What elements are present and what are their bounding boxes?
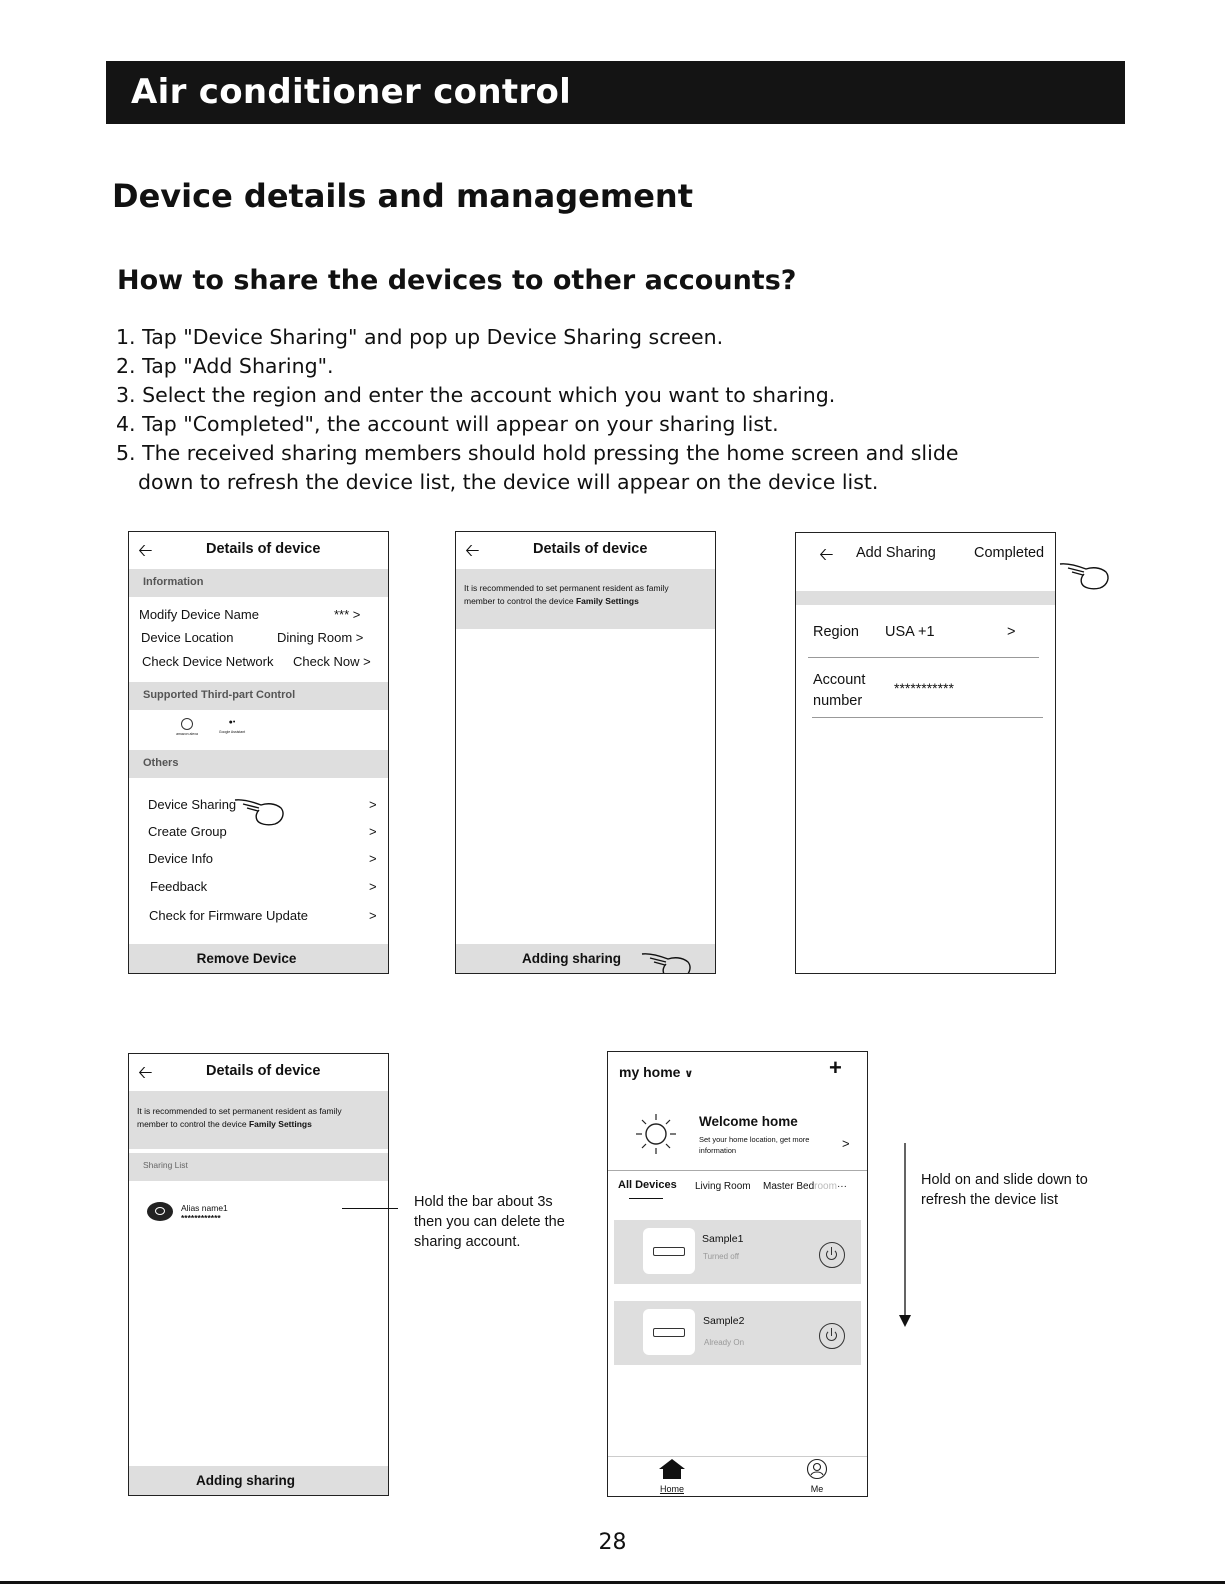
nav-home[interactable]: Home	[652, 1458, 692, 1494]
screen-details-of-device	[128, 531, 389, 974]
pointing-hand-icon	[1058, 560, 1110, 592]
remove-device-button[interactable]: Remove Device	[196, 951, 297, 966]
check-firmware-chevron: >	[369, 908, 377, 923]
add-device-button[interactable]: +	[829, 1055, 842, 1080]
completed-button[interactable]: Completed	[974, 545, 1045, 561]
power-icon[interactable]	[819, 1323, 845, 1349]
device-status: Turned off	[703, 1252, 740, 1261]
device-card-sample1[interactable]	[614, 1220, 861, 1284]
air-conditioner-icon	[643, 1309, 695, 1355]
step-4: 4. Tap "Completed", the account will appear on your sharing list.	[116, 412, 779, 436]
third-party-section-label: Supported Third-part Control	[143, 689, 296, 701]
sharing-list-label: Sharing List	[143, 1160, 188, 1170]
nav-me[interactable]: Me	[801, 1458, 833, 1494]
add-sharing-title: Add Sharing	[856, 545, 936, 561]
device-status: Already On	[704, 1338, 745, 1347]
create-group-item[interactable]: Create Group	[148, 824, 227, 839]
slide-down-note: Hold on and slide down to refresh the device list	[921, 1172, 1088, 1208]
amazon-alexa-logo[interactable]: amazon alexa	[169, 718, 205, 736]
welcome-subtitle: Set your home location, get more information	[699, 1135, 810, 1155]
account-number-input[interactable]: ***********	[894, 680, 954, 696]
check-firmware-update-item[interactable]: Check for Firmware Update	[149, 908, 308, 923]
account-divider	[812, 717, 1043, 718]
region-divider	[808, 657, 1039, 658]
step-2: 2. Tap "Add Sharing".	[116, 354, 334, 378]
device-location-row[interactable]: Device Location	[141, 630, 234, 645]
check-device-network-row[interactable]: Check Device Network	[142, 654, 274, 669]
device-card-sample2[interactable]	[614, 1301, 861, 1365]
nav-divider	[608, 1456, 867, 1457]
device-location-value: Dining Room >	[277, 630, 364, 645]
adding-sharing-button[interactable]: Adding sharing	[196, 1473, 295, 1488]
create-group-chevron: >	[369, 824, 377, 839]
steps-list	[116, 323, 958, 497]
hold-bar-note: Hold the bar about 3s then you can delete the sharing account.	[414, 1194, 565, 1250]
header-title: Air conditioner control	[131, 72, 572, 112]
back-arrow-icon[interactable]: 🡠	[819, 544, 834, 564]
tab-living-room[interactable]: Living Room	[695, 1181, 751, 1192]
pointing-hand-icon	[233, 796, 285, 828]
feedback-chevron: >	[369, 879, 377, 894]
tab-master-bedroom[interactable]: Master Bedroom···	[763, 1181, 847, 1192]
back-arrow-icon[interactable]: 🡠	[465, 540, 480, 560]
screen-title: Details of device	[206, 1063, 321, 1079]
device-sharing-chevron: >	[369, 797, 377, 812]
screen-home	[607, 1051, 868, 1497]
family-settings-link[interactable]: Family Settings	[575, 596, 639, 606]
chevron-down-icon: ∨	[684, 1068, 694, 1080]
adding-sharing-button[interactable]: Adding sharing	[522, 951, 621, 966]
modify-device-name-value: *** >	[334, 607, 361, 622]
home-selector[interactable]: my home ∨	[619, 1064, 694, 1080]
question-heading: How to share the devices to other accounts?	[117, 265, 797, 296]
step-1: 1. Tap "Device Sharing" and pop up Device Sharing screen.	[116, 325, 724, 349]
screen-title: Details of device	[206, 541, 321, 557]
device-name: Sample2	[703, 1315, 745, 1327]
air-conditioner-icon	[643, 1228, 695, 1274]
welcome-title: Welcome home	[699, 1114, 798, 1129]
others-section-label: Others	[143, 757, 179, 769]
family-notice-text: It is recommended to set permanent resident as family member to control the device Family Settings	[137, 1106, 342, 1129]
step-3: 3. Select the region and enter the account which you want to sharing.	[116, 383, 836, 407]
divider-bar	[796, 591, 1055, 605]
step-5: 5. The received sharing members should hold pressing the home screen and slide	[116, 441, 959, 465]
power-icon[interactable]	[819, 1242, 845, 1268]
tab-all-devices[interactable]: All Devices	[618, 1179, 677, 1191]
google-assistant-logo[interactable]: ●• Google Assistant	[213, 718, 251, 734]
account-number-label: Account number	[813, 672, 866, 709]
device-info-chevron: >	[369, 851, 377, 866]
alias-name: Alias name1	[181, 1203, 228, 1213]
screen-details-of-device-2	[455, 531, 716, 974]
shared-account-row[interactable]	[145, 1200, 365, 1228]
family-notice-text: It is recommended to set permanent resident as family member to control the device Family Settings	[464, 583, 669, 606]
info-section-label: Information	[143, 576, 204, 588]
screen-add-sharing	[795, 532, 1056, 974]
google-assistant-dots-icon: ●•	[228, 719, 236, 726]
step-5-continued: down to refresh the device list, the device will appear on the device list.	[138, 470, 879, 494]
modify-device-name-row[interactable]: Modify Device Name	[139, 607, 259, 622]
user-icon	[806, 1458, 828, 1480]
region-chevron[interactable]: >	[1007, 624, 1016, 640]
avatar	[147, 1202, 173, 1221]
device-info-item[interactable]: Device Info	[148, 851, 214, 866]
home-icon	[658, 1458, 686, 1480]
back-arrow-icon[interactable]: 🡠	[138, 540, 153, 560]
device-name: Sample1	[702, 1233, 744, 1245]
arrow-down-icon	[898, 1143, 912, 1329]
alias-account: ************	[181, 1213, 221, 1223]
tabs-divider	[608, 1170, 867, 1171]
region-label: Region	[813, 624, 859, 640]
pointing-hand-icon	[640, 950, 692, 974]
sun-icon	[634, 1112, 678, 1156]
family-settings-link[interactable]: Family Settings	[248, 1119, 312, 1129]
screen-title: Details of device	[533, 541, 648, 557]
eye-icon	[155, 1207, 165, 1215]
device-sharing-item[interactable]: Device Sharing	[148, 797, 237, 812]
back-arrow-icon[interactable]: 🡠	[138, 1062, 153, 1082]
bottom-rule	[0, 1581, 1225, 1584]
page-number: 28	[598, 1530, 627, 1555]
section-title: Device details and management	[112, 177, 693, 215]
check-device-network-value: Check Now >	[293, 654, 371, 669]
tab-underline	[629, 1198, 663, 1199]
hold-bar-leader-line	[342, 1208, 398, 1209]
region-value[interactable]: USA +1	[885, 624, 935, 640]
screen-sharing-list	[128, 1053, 389, 1496]
feedback-item[interactable]: Feedback	[150, 879, 208, 894]
welcome-chevron[interactable]: >	[842, 1136, 850, 1151]
